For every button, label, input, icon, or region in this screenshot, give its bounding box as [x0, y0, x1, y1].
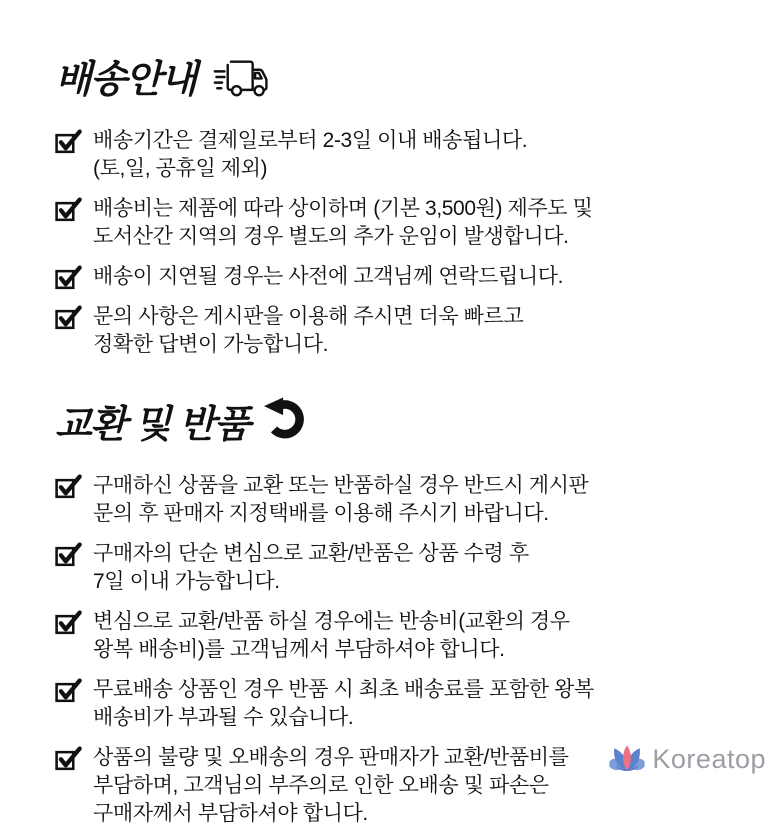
lotus-icon — [607, 744, 647, 775]
item-text — [93, 263, 563, 291]
list-item — [55, 540, 732, 596]
item-text — [93, 472, 588, 528]
checked-checkbox-icon — [55, 264, 82, 291]
list-item — [55, 127, 732, 183]
item-text-line: 부담하며, 고객님의 부주의로 인한 오배송 및 파손은 — [93, 774, 549, 797]
item-text-line: 구매자의 단순 변심으로 교환/반품은 상품 수령 후 — [93, 542, 529, 565]
checked-checkbox-icon — [55, 304, 82, 331]
return-arrow-icon — [263, 397, 307, 439]
item-text — [93, 303, 523, 359]
brand-name: Koreatop — [652, 744, 766, 774]
item-text-line: 구매하신 상품을 교환 또는 반품하실 경우 반드시 게시판 — [93, 474, 589, 497]
item-text-line: 도서산간 지역의 경우 별도의 추가 운임이 발생합니다. — [93, 225, 569, 248]
checked-checkbox-icon — [55, 473, 82, 500]
item-text-line: 7일 이내 가능합니다. — [93, 570, 280, 593]
item-text-line: 배송이 지연될 경우는 사전에 고객님께 연락드립니다. — [93, 265, 564, 288]
item-text-line: 문의 후 판매자 지정택배를 이용해 주시기 바랍니다. — [93, 502, 549, 525]
checked-checkbox-icon — [55, 609, 82, 636]
list-item — [55, 195, 732, 251]
item-text — [93, 195, 593, 251]
item-text-line: 정확한 답변이 가능합니다. — [93, 333, 329, 356]
item-text-line: (토,일, 공휴일 제외) — [93, 157, 268, 180]
item-text-line: 배송비는 제품에 따라 상이하며 (기본 3,500원) 제주도 및 — [93, 197, 593, 220]
item-text-line: 상품의 불량 및 오배송의 경우 판매자가 교환/반품비를 — [93, 746, 569, 769]
item-text-line: 변심으로 교환/반품 하실 경우에는 반송비(교환의 경우 — [93, 610, 570, 633]
checked-checkbox-icon — [55, 196, 82, 223]
delivery-truck-icon — [210, 55, 276, 99]
shipping-items — [55, 127, 732, 359]
list-item — [55, 263, 732, 291]
section-exchange-title-row — [55, 393, 732, 448]
list-item — [55, 303, 732, 359]
list-item — [55, 608, 732, 664]
brand-logo — [607, 744, 766, 775]
item-text-line: 구매자께서 부담하셔야 합니다. — [93, 802, 368, 825]
item-text — [93, 127, 527, 183]
item-text — [93, 540, 529, 596]
checked-checkbox-icon — [55, 128, 82, 155]
item-text-line: 무료배송 상품인 경우 반품 시 최초 배송료를 포함한 왕복 — [93, 678, 594, 701]
item-text-line: 문의 사항은 게시판을 이용해 주시면 더욱 빠르고 — [93, 305, 524, 328]
item-text-line: 왕복 배송비)를 고객님께서 부담하셔야 합니다. — [93, 638, 505, 661]
checked-checkbox-icon — [55, 541, 82, 568]
item-text-line: 배송기간은 결제일로부터 2-3일 이내 배송됩니다. — [93, 129, 528, 152]
section-title-shipping: 배송안내 — [55, 59, 196, 101]
list-item — [55, 676, 732, 732]
item-text — [93, 676, 594, 732]
item-text — [93, 608, 570, 664]
section-shipping — [55, 48, 732, 359]
list-item — [55, 472, 732, 528]
section-title-exchange: 교환 및 반품 — [55, 404, 250, 446]
item-text — [93, 744, 569, 828]
section-shipping-title-row — [55, 48, 732, 103]
checked-checkbox-icon — [55, 745, 82, 772]
checked-checkbox-icon — [55, 677, 82, 704]
item-text-line: 배송비가 부과될 수 있습니다. — [93, 706, 354, 729]
